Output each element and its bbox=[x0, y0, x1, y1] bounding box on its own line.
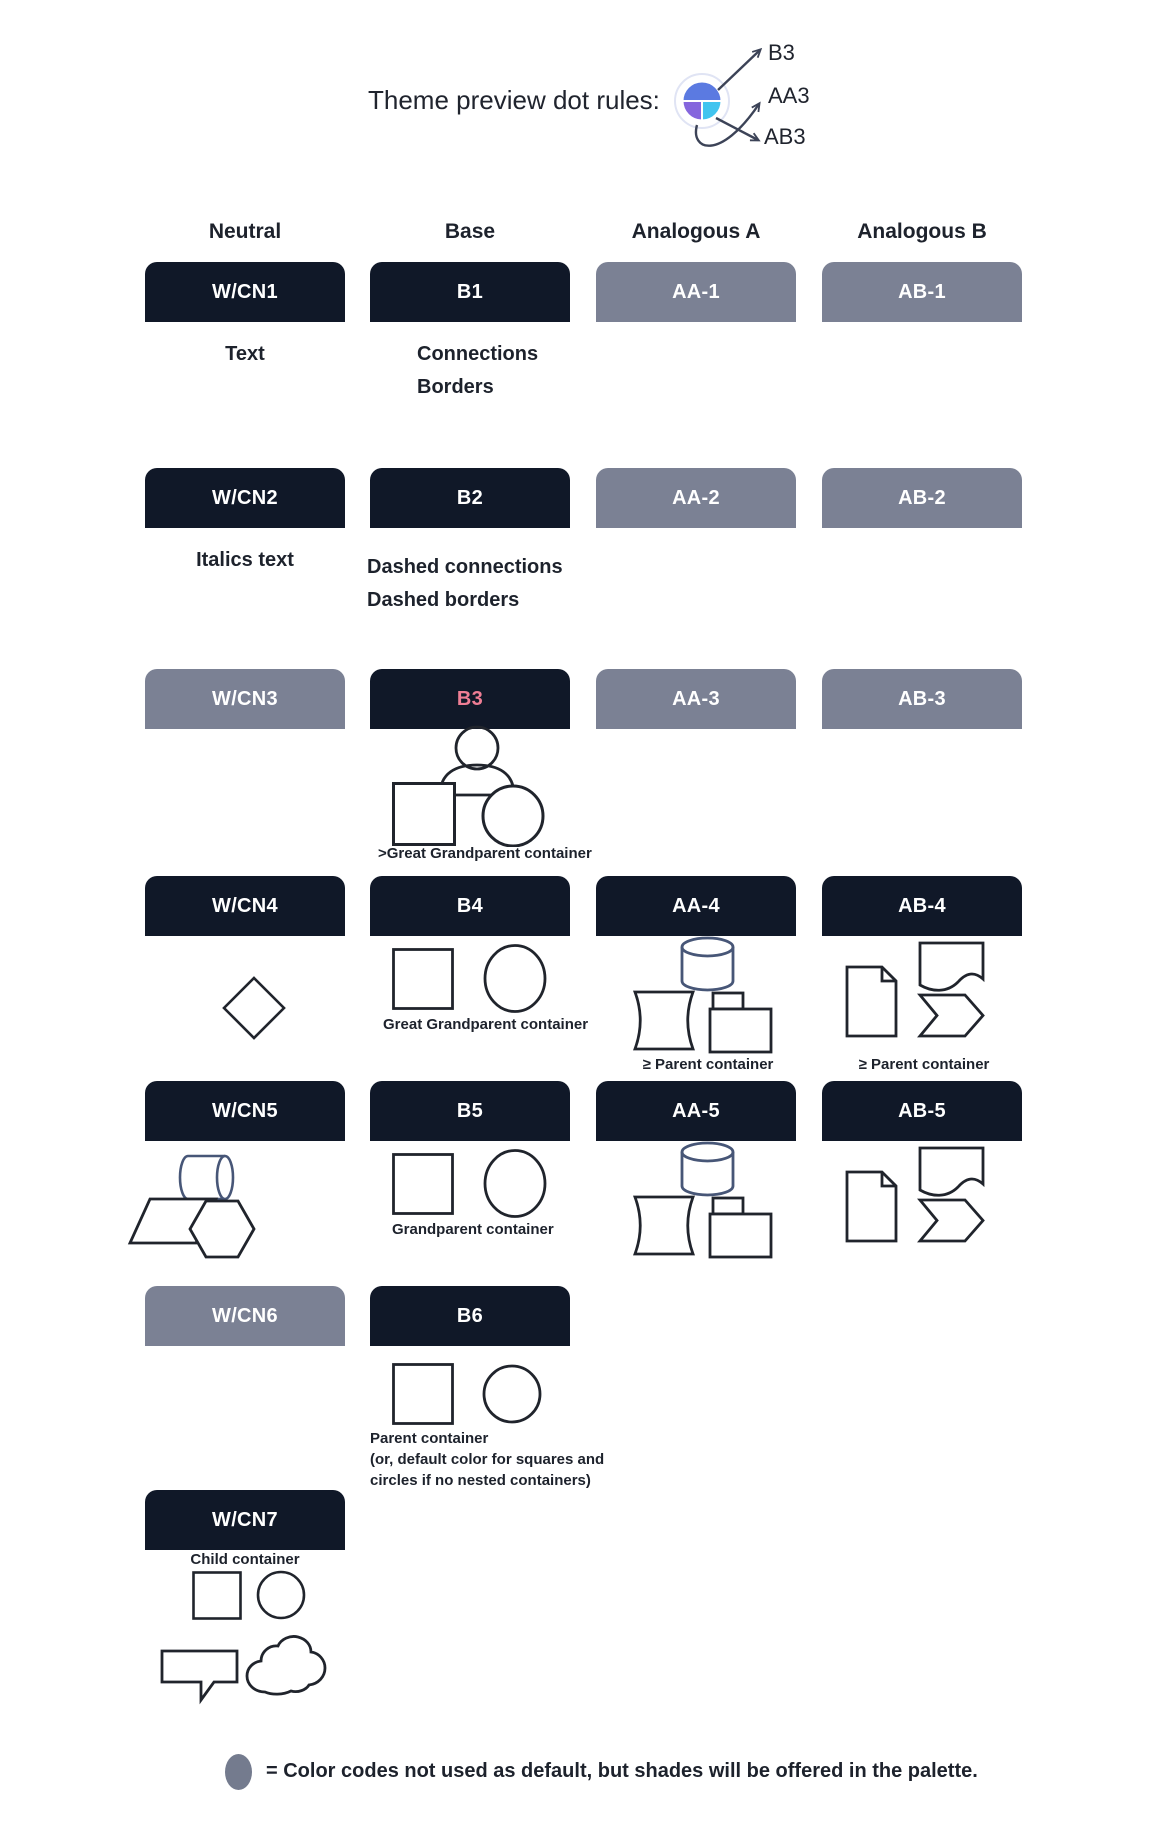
swatch-wcn1: W/CN1 bbox=[145, 262, 345, 322]
ellipse-shape bbox=[485, 946, 545, 1012]
caption-parent-line3: circles if no nested containers) bbox=[370, 1472, 591, 1489]
theme-preview-dot-diagram bbox=[640, 28, 850, 178]
curved-panel-shape bbox=[635, 992, 693, 1049]
document-shape bbox=[847, 1172, 896, 1241]
wcn4-shape-cluster bbox=[222, 976, 286, 1040]
caption-dashed-connections: Dashed connections bbox=[367, 556, 563, 578]
folder-body bbox=[710, 1214, 771, 1257]
column-header-neutral: Neutral bbox=[208, 220, 282, 243]
caption-text: Text bbox=[225, 343, 265, 365]
ellipse-shape bbox=[485, 1151, 545, 1217]
wavy-document-shape bbox=[920, 1148, 983, 1195]
column-header-base: Base bbox=[444, 220, 496, 243]
swatch-ab5: AB-5 bbox=[822, 1081, 1022, 1141]
diamond-shape bbox=[224, 978, 284, 1038]
cylinder-top bbox=[682, 938, 733, 956]
chevron-shape bbox=[920, 995, 983, 1036]
swatch-aa1: AA-1 bbox=[596, 262, 796, 322]
gray-dot-icon bbox=[225, 1754, 252, 1790]
column-header-analogous-b: Analogous B bbox=[857, 220, 987, 243]
caption-connections: Connections bbox=[417, 343, 539, 365]
caption-parent-line1: Parent container bbox=[370, 1430, 489, 1447]
caption-italics-text: Italics text bbox=[196, 549, 294, 571]
swatch-aa4: AA-4 bbox=[596, 876, 796, 936]
swatch-wcn3: W/CN3 bbox=[145, 669, 345, 729]
dot-rule-label-aa3: AA3 bbox=[768, 83, 810, 108]
document-shape bbox=[847, 967, 896, 1036]
curved-panel-shape bbox=[635, 1197, 693, 1254]
swatch-ab4: AB-4 bbox=[822, 876, 1022, 936]
dot-rule-label-ab3: AB3 bbox=[764, 124, 806, 149]
caption-parent-line2: (or, default color for squares and bbox=[370, 1451, 605, 1468]
swatch-b3: B3 bbox=[370, 669, 570, 729]
caption-child-container: Child container bbox=[190, 1551, 300, 1568]
chevron-shape bbox=[920, 1200, 983, 1241]
wcn7-shape-cluster bbox=[185, 1565, 315, 1623]
square-shape bbox=[394, 1365, 453, 1424]
aa5-shape-cluster bbox=[625, 1140, 785, 1260]
page-title: Theme preview dot rules: bbox=[368, 85, 660, 115]
arrow-to-ab3 bbox=[716, 118, 758, 140]
folder-tab bbox=[713, 993, 743, 1009]
cylinder-top bbox=[682, 1143, 733, 1161]
swatch-aa3: AA-3 bbox=[596, 669, 796, 729]
swatch-wcn4: W/CN4 bbox=[145, 876, 345, 936]
swatch-wcn2: W/CN2 bbox=[145, 468, 345, 528]
circle-shape bbox=[258, 1572, 304, 1618]
caption-gte-parent-aa: ≥ Parent container bbox=[642, 1056, 774, 1073]
aa4-shape-cluster bbox=[625, 935, 785, 1055]
folder-tab bbox=[713, 1198, 743, 1214]
person-head bbox=[456, 727, 498, 769]
swatch-b6: B6 bbox=[370, 1286, 570, 1346]
cylinder-cap bbox=[217, 1156, 233, 1199]
caption-dashed-borders: Dashed borders bbox=[367, 589, 520, 611]
swatch-wcn5: W/CN5 bbox=[145, 1081, 345, 1141]
column-header-analogous-a: Analogous A bbox=[631, 220, 761, 243]
swatch-b4: B4 bbox=[370, 876, 570, 936]
caption-great-grandparent: Great Grandparent container bbox=[383, 1016, 589, 1033]
caption-gte-parent-ab: ≥ Parent container bbox=[858, 1056, 990, 1073]
b3-shape-cluster bbox=[380, 723, 560, 847]
circle-shape bbox=[484, 1366, 540, 1422]
arrow-to-b3 bbox=[718, 50, 760, 90]
cloud-shape bbox=[247, 1636, 325, 1694]
square-shape bbox=[194, 1573, 241, 1619]
b4-shape-cluster bbox=[385, 940, 555, 1013]
hexagon-shape bbox=[190, 1201, 254, 1257]
wavy-document-shape bbox=[920, 943, 983, 990]
swatch-wcn7: W/CN7 bbox=[145, 1490, 345, 1550]
ab4-shape-cluster bbox=[835, 935, 1000, 1055]
caption-great-grandparent-arrow: >Great Grandparent container bbox=[378, 845, 592, 862]
square-shape bbox=[394, 1155, 453, 1214]
b5-shape-cluster bbox=[385, 1145, 555, 1218]
dot-rule-label-b3: B3 bbox=[768, 40, 795, 65]
swatch-b1: B1 bbox=[370, 262, 570, 322]
swatch-aa5: AA-5 bbox=[596, 1081, 796, 1141]
folder-body bbox=[710, 1009, 771, 1052]
b6-shape-cluster bbox=[385, 1356, 555, 1426]
swatch-b2: B2 bbox=[370, 468, 570, 528]
ab5-shape-cluster bbox=[835, 1140, 1000, 1260]
square-shape bbox=[394, 950, 453, 1009]
circle-shape bbox=[483, 786, 543, 846]
speech-bubble-shape bbox=[162, 1651, 237, 1700]
wcn5-shape-cluster bbox=[125, 1145, 260, 1263]
caption-borders: Borders bbox=[417, 376, 494, 398]
swatch-wcn6: W/CN6 bbox=[145, 1286, 345, 1346]
caption-grandparent: Grandparent container bbox=[392, 1221, 554, 1238]
swatch-ab3: AB-3 bbox=[822, 669, 1022, 729]
swatch-b5: B5 bbox=[370, 1081, 570, 1141]
swatch-ab1: AB-1 bbox=[822, 262, 1022, 322]
square-shape bbox=[394, 784, 455, 845]
swatch-ab2: AB-2 bbox=[822, 468, 1022, 528]
wcn7-extra-shapes bbox=[150, 1633, 390, 1713]
swatch-aa2: AA-2 bbox=[596, 468, 796, 528]
footer-note: = Color codes not used as default, but shades will be offered in the palette. bbox=[266, 1760, 978, 1782]
